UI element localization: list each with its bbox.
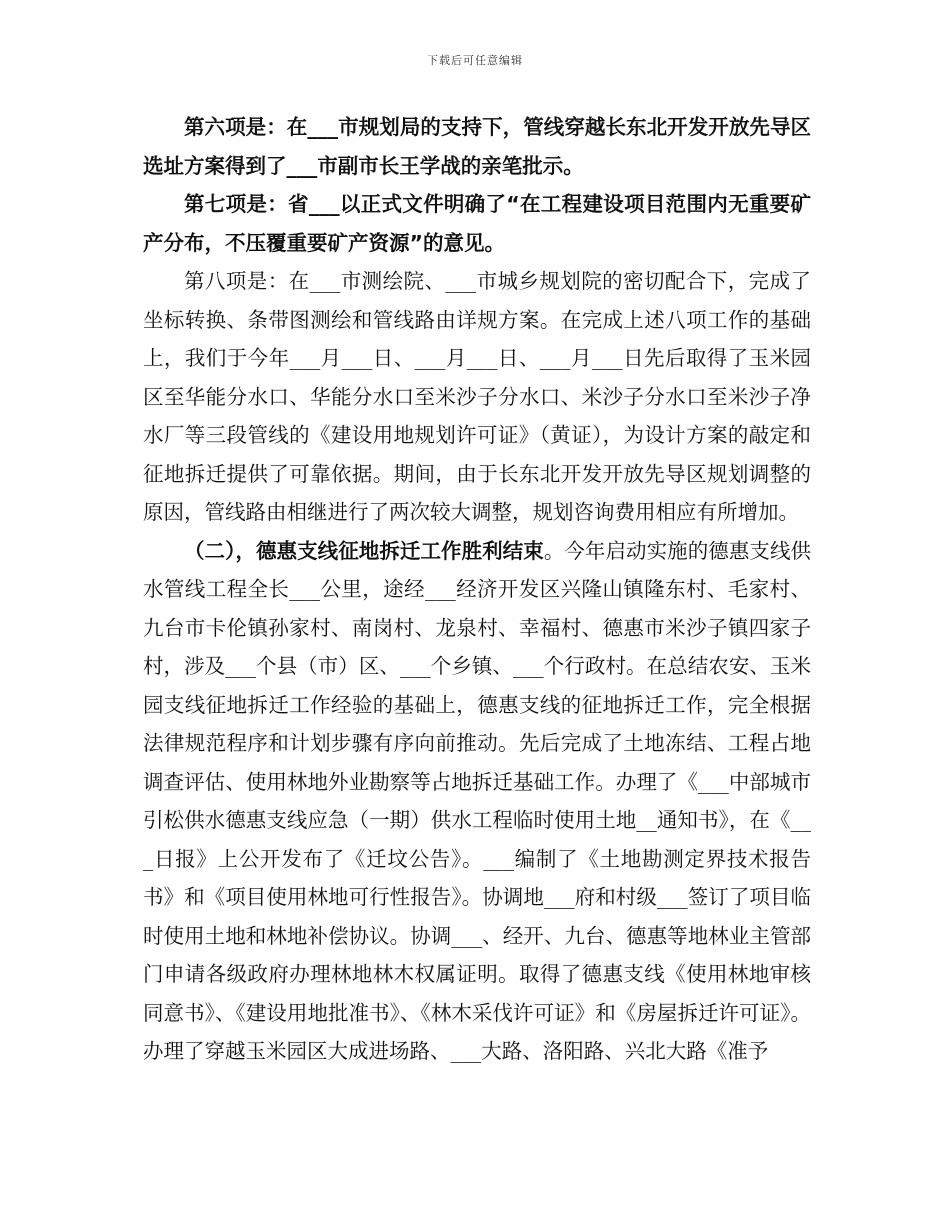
paragraph-item-eight: 第八项是：在___市测绘院、___市城乡规划院的密切配合下，完成了坐标转换、条带图测绘和管线路由详规方案。在完成上述八项工作的基础上，我们于今年___月___日、___月___日、___月___日先后取得了玉米园区至华能分水口、华能分水口至米沙子分水口、米沙子分水口至米沙子净水厂等三段管线的《建设用地规划许可证》（黄证），为设计方案的敲定和征地拆迁提供了可靠依据。期间，由于长东北开发开放先导区规划调整的原因，管线路由相继进行了两次较大调整，规划咨询费用相应有所增加。: [143, 269, 811, 524]
document-body: [143, 108, 811, 1071]
paragraph-dehui-land: [143, 532, 811, 1071]
paragraph-item-six: 第六项是：在___市规划局的支持下，管线穿越长东北开发开放先导区选址方案得到了___市副市长王学战的亲笔批示。: [143, 115, 811, 178]
paragraph-body-text: 。今年启动实施的德惠支线供水管线工程全长___公里，途经___经济开发区兴隆山镇隆东村、毛家村、九台市卡伦镇孙家村、南岗村、龙泉村、幸福村、德惠市米沙子镇四家子村，涉及___个县（市）区、___个乡镇、___个行政村。在总结农安、玉米园支线征地拆迁工作经验的基础上，德惠支线的征地拆迁工作，完全根据法律规范程序和计划步骤有序向前推动。先后完成了土地冻结、工程占地调查评估、使用林地外业勘察等占地拆迁基础工作。办理了《___中部城市引松供水德惠支线应急（一期）供水工程临时使用土地__通知书》，在《___日报》上公开发布了《迁坟公告》。___编制了《土地勘测定界技术报告书》和《项目使用林地可行性报告》。协调地___府和村级___签订了项目临时使用土地和林地补偿协议。协调___、经开、九台、德惠等地林业主管部门申请各级政府办理林地林木权属证明。取得了德惠支线《使用林地审核同意书》、《建设用地批准书》、《林木采伐许可证》和《房屋拆迁许可证》。办理了穿越玉米园区大成进场路、___大路、洛阳路、兴北大路《准予: [143, 538, 812, 1063]
page-header: 下载后可任意编辑: [427, 54, 523, 67]
paragraph-item-seven: 第七项是：省___以正式文件明确了“在工程建设项目范围内无重要矿产分布，不压覆重要矿产资源”的意见。: [143, 192, 811, 255]
paragraph-lead-heading: （二），德惠支线征地拆迁工作胜利结束: [184, 538, 544, 563]
